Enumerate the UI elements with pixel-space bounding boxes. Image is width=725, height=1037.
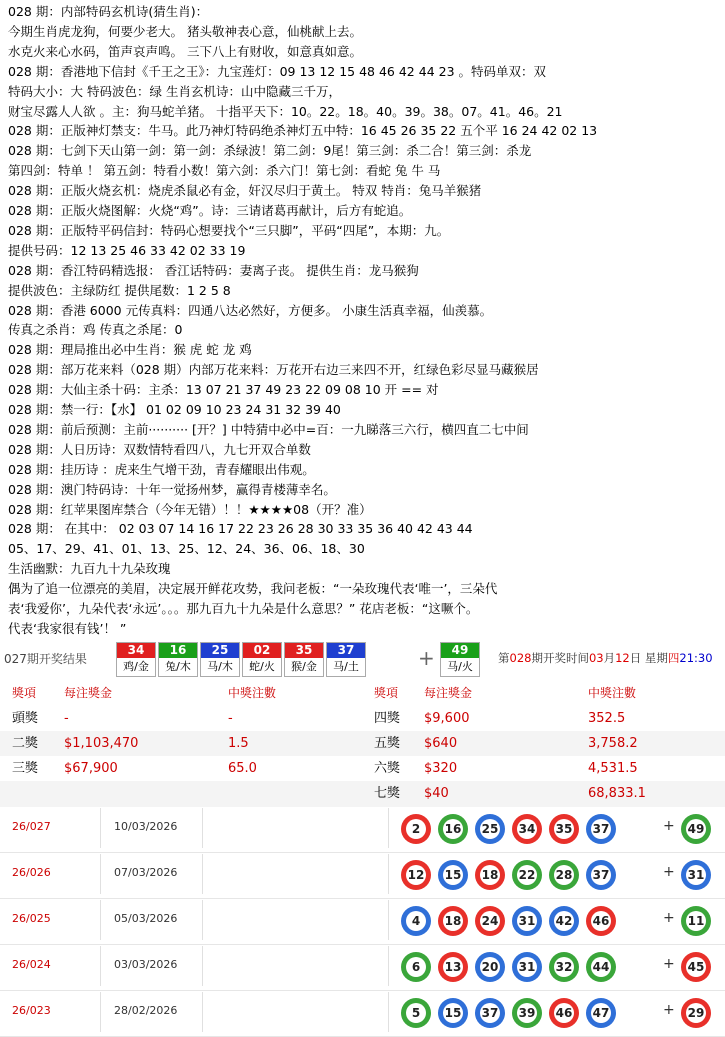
column-header: 獎項 [374,686,399,700]
history-ball-number: 16 [443,819,463,839]
history-period: 26/023 [12,1004,51,1017]
history-ball-number: 12 [406,865,426,885]
prize-cell: 七獎 [374,786,401,801]
history-ball [586,814,616,844]
text-line: 第四剑：特单 ！ 第五剑：特看小数！第六剑：杀六门！第七剑：看蛇 兔 牛 马 [8,163,441,179]
prize-cell: $640 [424,736,458,751]
result-ball-zodiac: 马/木 [207,660,233,673]
history-ball-number: 39 [517,1003,537,1023]
result-ball-zodiac: 马/土 [333,660,359,673]
history-ball-number: 2 [406,819,426,839]
history-ball-number: 34 [517,819,537,839]
history-special-ball [681,906,711,936]
history-row [0,898,725,945]
history-ball [549,998,579,1028]
history-ball-number: 15 [443,1003,463,1023]
text-line: 028 期：香港地下信封《千王之王》：九宝莲灯：09 13 12 15 48 46 42 44 23 。特码单双：双 [8,63,546,79]
prize-row [0,781,725,807]
row-divider [388,900,389,940]
prize-row [0,756,725,782]
history-row [0,944,725,991]
text-line: 028 期：内部特码玄机诗(猜生肖)： [8,4,209,19]
row-divider [202,900,203,940]
history-special-ball [681,998,711,1028]
history-ball [438,952,468,982]
history-ball [401,952,431,982]
history-ball [438,906,468,936]
text-line: 028 期：正版神灯禁支：牛马。此乃神灯特码绝杀神灯五中特：16 45 26 35 22 五个平 16 24 42 02 13 [8,123,598,139]
history-ball [401,906,431,936]
prize-cell: 3,758.2 [588,736,638,751]
text-line: 028 期：正版火烧图解：火烧“鸡”。诗：三请诸葛再献计，后方有蛇追。 [8,203,412,218]
history-period: 26/024 [12,958,51,971]
history-special-ball [681,814,711,844]
history-date: 03/03/2026 [114,958,178,971]
plus-sign: + [663,956,675,972]
history-ball [549,814,579,844]
prize-cell: 頭獎 [12,711,39,726]
prize-cell: 六獎 [374,761,401,776]
history-ball [475,998,505,1028]
result-ball-number: 34 [117,643,155,658]
history-ball [438,814,468,844]
history-ball-number: 31 [686,865,706,885]
history-ball-number: 20 [480,957,500,977]
row-divider [202,808,203,848]
history-ball-number: 15 [443,865,463,885]
column-header: 每注獎金 [424,686,473,700]
history-ball-number: 35 [554,819,574,839]
history-ball-number: 45 [686,957,706,977]
result-ball-zodiac: 兔/木 [165,660,191,673]
text-line: 偶为了追一位漂亮的美眉，决定展开鲜花攻势，我问老板：“一朵玫瑰代表‘唯一’，三朵代 [8,581,498,597]
result-ball [326,642,366,677]
history-ball [475,860,505,890]
history-ball-number: 4 [406,911,426,931]
history-ball-number: 44 [591,957,611,977]
text-line: 028 期：澳门特码诗：十年一觉扬州梦，赢得青楼薄幸名。 [8,481,336,497]
history-date: 10/03/2026 [114,820,178,833]
row-divider [388,992,389,1032]
prize-cell: $9,600 [424,711,470,726]
column-header: 中獎注數 [228,686,277,700]
next-draw-info: 第028期开奖时间03月12日 星期四21:30 [498,651,713,665]
history-ball-number: 47 [591,1003,611,1023]
text-line: 028 期：香江特码精选报： 香江话特码：妻离子丧。 提供生肖：龙马猴狗 [8,262,419,278]
result-ball-zodiac: 蛇/火 [249,660,275,673]
text-line: 表‘我爱你’，九朵代表‘永远’。。。那九百九十九朵是什么意思？” 花店老板：“这噘个。 [8,601,479,616]
prize-cell: 三獎 [12,761,39,776]
plus-sign: + [663,1002,675,1018]
history-period: 26/027 [12,820,51,833]
row-divider [100,992,101,1032]
text-line: 028 期：理局推出必中生肖：猴 虎 蛇 龙 鸡 [8,342,252,358]
result-ball [200,642,240,677]
history-ball-number: 31 [517,957,537,977]
history-ball-number: 49 [686,819,706,839]
row-divider [388,946,389,986]
special-ball-number: 49 [441,643,479,658]
text-line: 028 期：挂历诗 ：虎来生气增干劲，青春耀眼出伟观。 [8,461,315,477]
plus-sign: + [663,864,675,880]
prize-cell: - [228,711,233,726]
history-ball-number: 28 [554,865,574,885]
history-ball [401,860,431,890]
prize-cell: 二獎 [12,736,39,751]
text-line: 028 期：部万花来料（028 期）内部万花来料：万花开右边三来四不开，红绿色彩尽显马藏猴居 [8,362,539,378]
prize-cell: $40 [424,786,449,801]
prize-table-header [0,680,725,707]
row-divider [202,946,203,986]
history-date: 28/02/2026 [114,1004,178,1017]
text-line: 028 期：七剑下天山第一剑：第一剑：杀绿波！第二剑：9尾！第三剑：杀二合！第三剑：杀龙 [8,143,532,159]
history-ball [475,952,505,982]
history-date: 05/03/2026 [114,912,178,925]
result-ball-number: 25 [201,643,239,658]
history-ball-number: 24 [480,911,500,931]
history-ball-number: 42 [554,911,574,931]
history-ball [512,860,542,890]
result-ball-number: 16 [159,643,197,658]
history-ball [586,952,616,982]
history-row [0,990,725,1037]
column-header: 中獎注數 [588,686,637,700]
prize-cell: $1,103,470 [64,736,139,751]
history-ball [586,906,616,936]
plus-sign: + [663,818,675,834]
text-line: 水克火来心水码，笛声哀声鸣。 三下八上有财收，如意真如意。 [8,43,362,59]
history-ball-number: 32 [554,957,574,977]
row-divider [202,854,203,894]
history-ball [512,814,542,844]
text-line: 028 期：正版火烧玄机：烧虎杀鼠必有金，奸汉尽归于黄土。 特双 特肖：兔马羊猴猪 [8,183,482,199]
row-divider [100,808,101,848]
history-ball [475,814,505,844]
history-ball-number: 46 [591,911,611,931]
prize-cell: 65.0 [228,761,257,776]
prize-cell: 1.5 [228,736,249,751]
result-ball-zodiac: 猴/金 [291,660,317,673]
result-ball-number: 37 [327,643,365,658]
history-ball [586,998,616,1028]
column-header: 每注獎金 [64,686,113,700]
text-line: 特码大小：大 特码波色：绿 生肖玄机诗：山中隐藏三千万， [8,83,341,99]
history-ball-number: 18 [443,911,463,931]
history-ball [512,906,542,936]
history-ball [586,860,616,890]
history-ball-number: 31 [517,911,537,931]
history-ball [512,952,542,982]
prize-cell: - [64,711,69,726]
text-line: 028 期：大仙主杀十码：主杀：13 07 21 37 49 23 22 09 08 10 开 == 对 [8,382,439,398]
prize-cell: 五獎 [374,736,401,751]
text-line: 028 期：香港 6000 元传真料：四通八达必然好，方便多。 小康生活真幸福，仙羡慕。 [8,302,493,318]
history-special-ball [681,860,711,890]
history-ball [549,906,579,936]
history-row [0,806,725,853]
row-divider [388,854,389,894]
text-line: 028 期： 在其中： 02 03 07 14 16 17 22 23 26 28 30 33 35 36 40 42 43 44 [8,521,473,537]
text-line: 提供号码：12 13 25 46 33 42 02 33 19 [8,242,246,258]
row-divider [202,992,203,1032]
history-ball [475,906,505,936]
text-line: 生活幽默：九百九十九朵玫瑰 [8,561,171,577]
results-header [0,640,725,678]
row-divider [388,808,389,848]
history-ball-number: 13 [443,957,463,977]
text-line: 传真之杀肖：鸡 传真之杀尾：0 [8,322,183,338]
row-divider [100,946,101,986]
prize-cell: 352.5 [588,711,626,726]
text-line: 05、17、29、41、01、13、25、12、24、36、06、18、30 [8,541,365,557]
prize-cell: 4,531.5 [588,761,638,776]
text-line: 028 期：禁一行：【水】 01 02 09 10 23 24 31 32 39 40 [8,402,341,417]
history-ball [438,860,468,890]
history-ball-number: 18 [480,865,500,885]
result-ball [242,642,282,677]
history-ball-number: 37 [480,1003,500,1023]
history-ball-number: 37 [591,819,611,839]
history-ball-number: 25 [480,819,500,839]
result-ball [158,642,198,677]
history-ball-number: 11 [686,911,706,931]
plus-sign: + [418,646,435,670]
row-divider [100,900,101,940]
prize-cell: $320 [424,761,458,776]
result-ball-zodiac: 鸡/金 [123,660,149,673]
text-line: 财宝尽露人人欲 。主：狗马蛇羊猪。 十指平天下：10。22。18。40。39。38。07。41。46。21 [8,103,563,119]
history-row [0,852,725,899]
row-divider [100,854,101,894]
result-ball [284,642,324,677]
text-line: 028 期：人日历诗：双数情特看四八，九七开双合单数 [8,441,311,457]
text-line: 今期生肖虎龙狗，何要少老大。 猪头敬神表心意，仙桃献上去。 [8,23,362,39]
result-ball-number: 35 [285,643,323,658]
prize-cell: 68,833.1 [588,786,646,801]
history-ball-number: 29 [686,1003,706,1023]
results-title: 027期开奖结果 [4,652,87,666]
text-line: 提供波色：主绿防红 提供尾数：1 2 5 8 [8,282,231,298]
result-ball [116,642,156,677]
history-ball [512,998,542,1028]
history-ball-number: 37 [591,865,611,885]
special-ball [440,642,480,677]
history-date: 07/03/2026 [114,866,178,879]
prize-cell: 四獎 [374,711,401,726]
text-line: 代表‘我家很有钱’！ ” [8,620,127,636]
plus-sign: + [663,910,675,926]
history-special-ball [681,952,711,982]
result-ball-number: 02 [243,643,281,658]
column-header: 獎項 [12,686,37,700]
history-ball-number: 6 [406,957,426,977]
history-period: 26/026 [12,866,51,879]
prize-row [0,731,725,757]
history-ball [549,952,579,982]
draw-history [0,806,725,1037]
history-ball [549,860,579,890]
prize-cell: $67,900 [64,761,118,776]
history-ball [438,998,468,1028]
prize-row [0,706,725,732]
text-line: 028 期：红苹果图库禁合（今年无错）！！★★★★08（开？准） [8,501,372,517]
history-ball [401,998,431,1028]
history-ball [401,814,431,844]
text-line: 028 期：前后预测：主前·········· [开？] 中特猜中必中=百：一九睇落三六行，横四直二七中间 [8,421,529,437]
history-ball-number: 5 [406,1003,426,1023]
history-ball-number: 22 [517,865,537,885]
text-line: 028 期：正版特平码信封：特码心想要找个“三只脚”，平码“四尾”，本期：九。 [8,222,450,238]
special-ball-zodiac: 马/火 [447,660,473,673]
prize-table [0,680,725,806]
history-period: 26/025 [12,912,51,925]
history-ball-number: 46 [554,1003,574,1023]
